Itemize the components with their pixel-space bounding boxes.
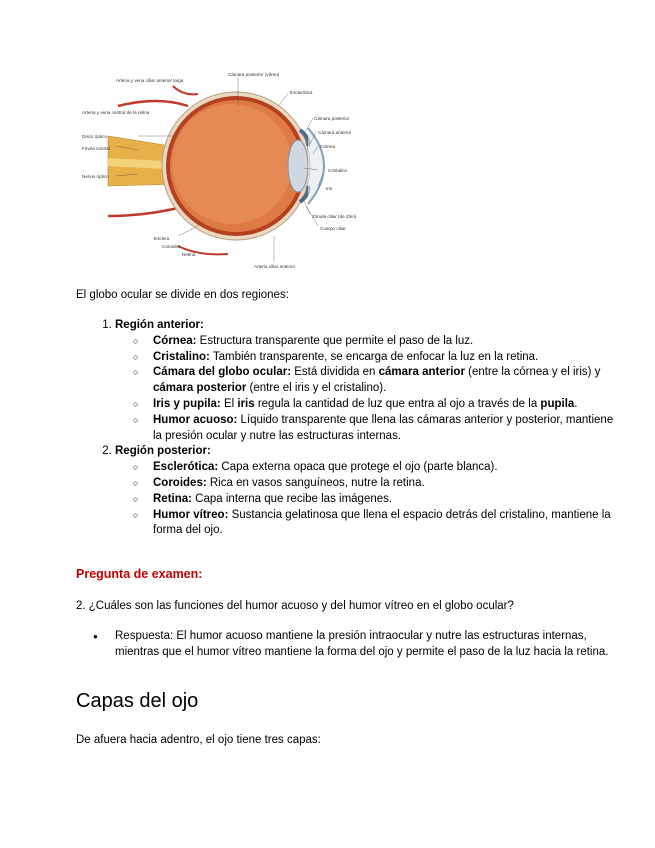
list-item: ○ Humor acuoso: Líquido transparente que llena las cámaras anterior y posterior, mantiene la presión ocular y nutre las estructuras internas. (153, 413, 625, 445)
list-item: ○ Córnea: Estructura transparente que permite el paso de la luz. (153, 334, 625, 350)
label-camara-posterior: Cámara posterior (314, 116, 350, 121)
region-posterior (115, 444, 625, 539)
label-cornea: Córnea (320, 144, 336, 149)
list-item: ○ Coroides: Rica en vasos sanguíneos, nutre la retina. (153, 476, 625, 492)
list-item: ○ Iris y pupila: El iris regula la cantidad de luz que entra al ojo a través de la pupila. (153, 397, 625, 413)
region-title: Región posterior: (115, 445, 211, 458)
list-item: ○ Cristalino: También transparente, se encarga de enfocar la luz en la retina. (153, 350, 625, 366)
label-cuerpo-ciliar: Cuerpo ciliar (320, 226, 346, 231)
label-retina: Retina (182, 252, 196, 257)
list-item: ○ Humor vítreo: Sustancia gelatinosa que llena el espacio detrás del cristalino, mantiene la forma del ojo. (153, 508, 625, 540)
label-disco-optico: Disco óptico (82, 134, 108, 139)
region-items (115, 334, 625, 445)
label-arteria-ciliar-anterior: Arteria ciliar anterior (254, 264, 296, 269)
label-zonula: Zónula ciliar (de Zinn) (312, 214, 357, 219)
label-arteria-vena-ciliar: Arteria y vena ciliar anterior larga (116, 78, 184, 83)
label-fovea: Fóvea central (82, 146, 110, 151)
label-cristalino: Cristalino (328, 168, 348, 173)
list-item: ○ Esclerótica: Capa externa opaca que protege el ojo (parte blanca). (153, 460, 625, 476)
section-heading: Capas del ojo (76, 690, 199, 712)
label-coroides: Coroides (162, 244, 181, 249)
outro-paragraph: De afuera hacia adentro, el ojo tiene tres capas: (76, 734, 321, 746)
eye-anatomy-figure (78, 66, 378, 278)
exam-heading: Pregunta de examen: (76, 567, 203, 581)
region-title: Región anterior: (115, 319, 204, 331)
region-items (115, 460, 625, 539)
intro-paragraph: El globo ocular se divide en dos regiones: (76, 289, 289, 301)
regions-list (76, 318, 625, 539)
label-esclerotica: Esclerótica (290, 90, 313, 95)
list-item: ○ Retina: Capa interna que recibe las imágenes. (153, 492, 625, 508)
exam-question: 2. ¿Cuáles son las funciones del humor acuoso y del humor vítreo en el globo ocular? (76, 600, 514, 612)
label-iris: Iris (326, 186, 333, 191)
label-nervio-optico: Nervio óptico (82, 174, 109, 179)
eye-cross-section-illustration (78, 66, 378, 278)
label-camara-anterior: Cámara anterior (318, 130, 352, 135)
answer-item: ● Respuesta: El humor acuoso mantiene la presión intraocular y nutre las estructuras internas, mientras que el humor vítreo mantiene la forma del ojo y permite el paso de la luz hacia la retina. (115, 629, 625, 661)
label-esclera: Esclera (154, 236, 170, 241)
list-item: ○ Cámara del globo ocular: Está dividida en cámara anterior (entre la córnea y el iris) y cámara posterior (entre el iris y el cristalino). (153, 365, 625, 397)
answer-list (76, 629, 625, 661)
label-arteria-vena-central: Arteria y vena central de la retina (82, 110, 150, 115)
label-camara-posterior-vitreo: Cámara posterior (vítreo) (228, 72, 280, 77)
region-anterior (115, 318, 625, 444)
